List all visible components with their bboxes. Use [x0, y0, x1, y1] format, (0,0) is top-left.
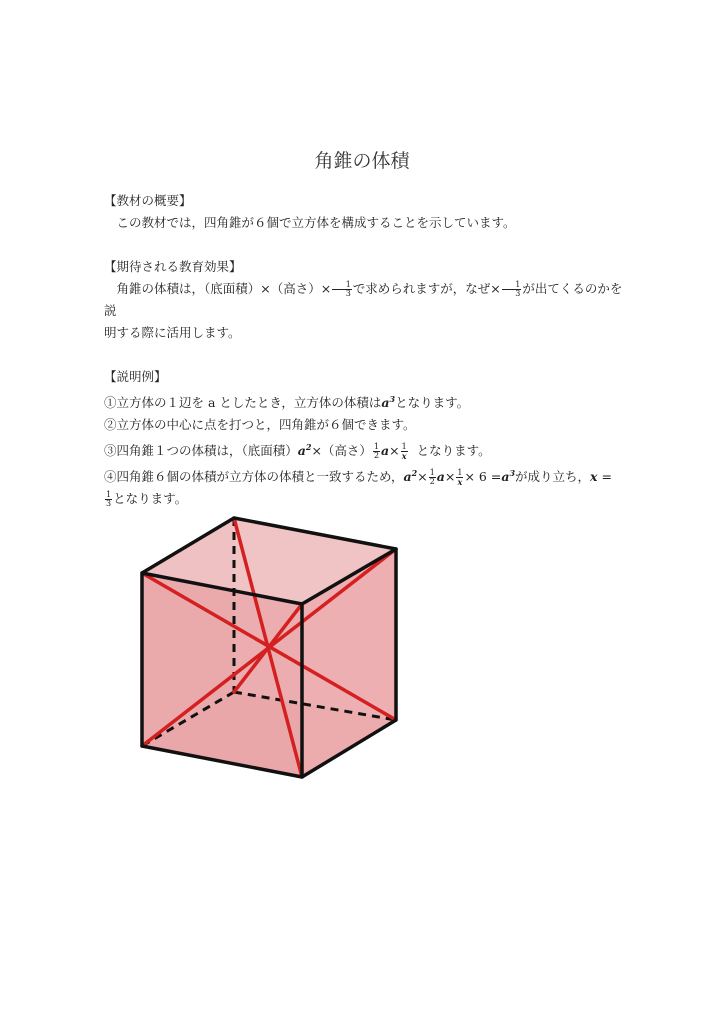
cube-pyramid-figure	[120, 500, 420, 790]
cube-front-face	[142, 573, 302, 777]
fraction-one-half: $\frac{1}{2}$	[429, 468, 435, 487]
effect-paragraph: 角錐の体積は，（底面積）×（高さ）× $\frac{1}{3}$ で求められますが，なぜ× $\frac{1}{3}$ が出てくるのかを説	[104, 280, 623, 318]
fraction-one-x: $\frac{1}{x}$	[401, 442, 407, 462]
example-step-4-cont: $\frac{1}{3}$ となります。	[106, 490, 188, 509]
page-title: 角錐の体積	[314, 150, 410, 172]
example-heading: 【説明例】	[104, 369, 167, 384]
overview-heading: 【教材の概要】	[104, 193, 192, 208]
example-step-2: ②立方体の中心に点を打つと，四角錐が６個できます。	[104, 417, 416, 433]
example-step-4: ④四角錐６個の体積が立方体の体積と一致するため，$a^2\times$ $\frac{1}{2}$ a× $\frac{1}{x}$ × $6 =a^3$が成り立ち，x =	[104, 468, 612, 488]
example-step-1: ①立方体の１辺を a としたとき，立方体の体積は$a^3$となります。	[104, 394, 470, 411]
overview-text: この教材では，四角錐が６個で立方体を構成することを示しています。	[116, 215, 516, 230]
fraction-one-third: $\frac{1}{3}$	[502, 281, 522, 298]
fraction-one-half: $\frac{1}{2}$	[373, 442, 380, 461]
fraction-one-third: $\frac{1}{3}$	[332, 281, 352, 298]
example-step-3: ③四角錐１つの体積は，（底面積）$a^2\times$（高さ） $\frac{1}{2}$ a× $\frac{1}{x}$ となります。	[104, 442, 491, 462]
fraction-one-third: $\frac{1}{3}$	[106, 490, 112, 509]
effect-heading: 【期待される教育効果】	[104, 259, 242, 274]
document-body	[104, 190, 624, 510]
effect-paragraph-cont: 明する際に活用します。	[104, 325, 241, 340]
fraction-one-x: $\frac{1}{x}$	[457, 468, 463, 488]
